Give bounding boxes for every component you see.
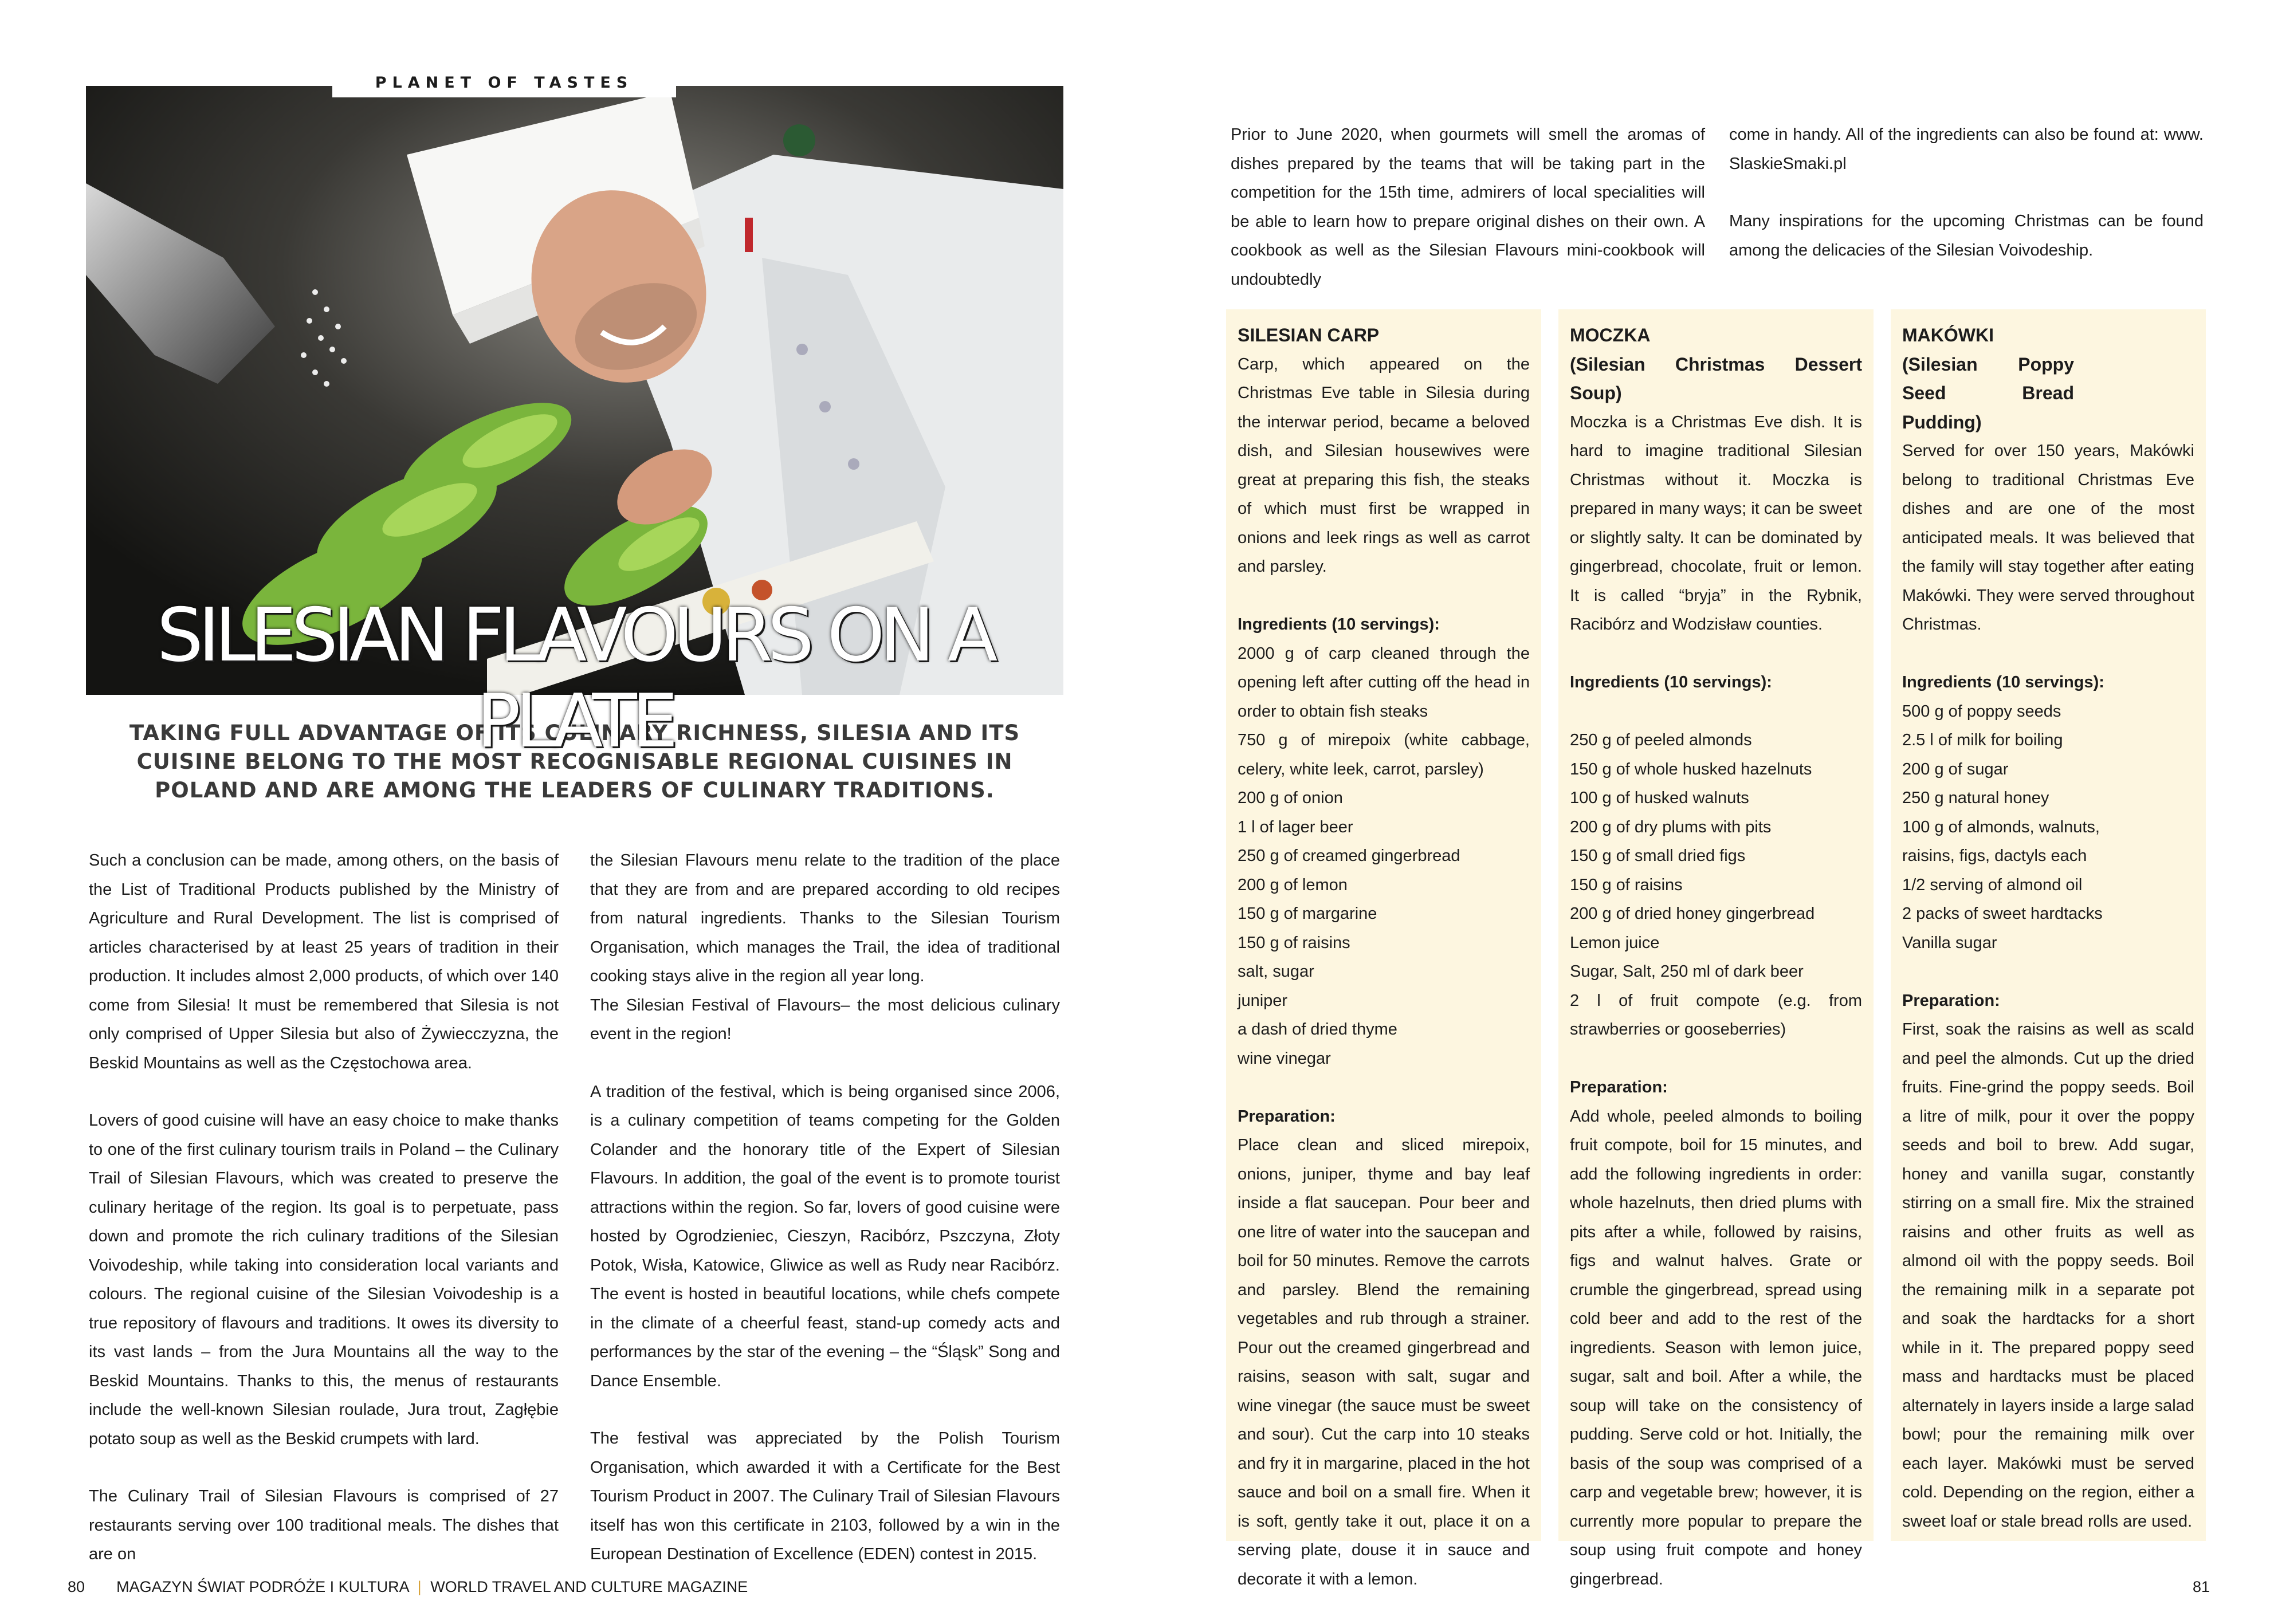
- ingredient-item: 1/2 serving of almond oil: [1902, 875, 2083, 894]
- ingredients-heading: Ingredients (10 servings):: [1902, 673, 2104, 691]
- paragraph: Many inspirations for the upcoming Christmas can be found among the delicacies of the Silesian Voivodeship.: [1729, 212, 2204, 259]
- recipe-intro: Served for over 150 years, Makówki belong to traditional Christmas Eve dishes and are one of the most anticipated meals. It was believed that the family will stay together after eating Makówki. They were served throughout Christmas.: [1902, 442, 2194, 634]
- ingredient-item: 200 g of onion: [1238, 789, 1343, 807]
- ingredient-item: 750 g of mirepoix (white cabbage, celery, white leek, carrot, parsley): [1238, 731, 1530, 778]
- paragraph: come in handy. All of the ingredients can also be found at: www. SlaskieSmaki.pl: [1729, 125, 2204, 173]
- ingredient-item: Lemon juice: [1570, 933, 1660, 952]
- preparation-text: Add whole, peeled almonds to boiling fruit compote, boil for 15 minutes, and add the following ingredients in order: whole hazelnuts, then dried plums with pits after a while, followed by raisins, figs and walnut halves. Grate or crumble the gingerbread, spread using cold beer and add to the rest of the ingredients. Season with lemon juice, sugar, salt and boil. After a while, the soup will take on the consistency of pudding. Serve cold or hot. Initially, the basis of the soup was comprised of a carp and vegetable brew; however, it is currently more popular to prepare the soup using fruit compote and honey gingerbread.: [1570, 1107, 1862, 1588]
- ingredient-item: wine vinegar: [1238, 1049, 1331, 1068]
- ingredient-item: 2000 g of carp cleaned through the opening left after cutting off the head in order to obtain fish steaks: [1238, 644, 1530, 721]
- ingredient-item: 100 g of almonds, walnuts,: [1902, 817, 2100, 836]
- magazine-name-pl: MAGAZYN ŚWIAT PODRÓŻE I KULTURA: [116, 1578, 409, 1595]
- recipe-box-moczka: [1558, 309, 1874, 1588]
- ingredient-item: 150 g of whole husked hazelnuts: [1570, 760, 1812, 778]
- ingredient-item: 100 g of husked walnuts: [1570, 789, 1749, 807]
- ingredient-item: 250 g of peeled almonds: [1570, 731, 1752, 749]
- preparation-heading: Preparation:: [1902, 991, 2000, 1010]
- preparation-heading: Preparation:: [1238, 1107, 1336, 1126]
- recipe-intro: Moczka is a Christmas Eve dish. It is hard to imagine traditional Silesian Christmas without it. Moczka is prepared in many ways; it can be sweet or slightly salty. It can be dominated by gingerbread, chocolate, fruit or lemon. It is called “bryja” in the Rybnik, Racibórz and Wodzisław counties.: [1570, 412, 1862, 634]
- ingredient-item: 200 g of sugar: [1902, 760, 2009, 778]
- recipe-title: MOCZKA: [1570, 325, 1651, 345]
- body-column-1: [89, 846, 559, 1569]
- ingredient-item: 150 g of margarine: [1238, 905, 1377, 923]
- paragraph: The festival was appreciated by the Polish Tourism Organisation, which awarded it with a Certificate for the Best Tourism Product in 2007. The Culinary Trail of Silesian Flavours itself has won this certificate in 2103, followed by a win in the European Destination of Excellence (EDEN) contest in 2015.: [590, 1429, 1060, 1563]
- page-number-left: 80: [68, 1578, 85, 1595]
- ingredient-item: 250 g natural honey: [1902, 789, 2049, 807]
- magazine-name-en: WORLD TRAVEL AND CULTURE MAGAZINE: [430, 1578, 748, 1595]
- recipe-title: SILESIAN CARP: [1238, 325, 1380, 345]
- ingredient-item: 150 g of raisins: [1238, 933, 1350, 952]
- recipe-subtitle: (Silesian Poppy Seed Bread Pudding): [1902, 353, 2074, 432]
- recipe-box-silesian-carp: [1226, 309, 1541, 1588]
- section-tag: PLANET OF TASTES: [332, 69, 676, 97]
- ingredient-item: 200 g of dried honey gingerbread: [1570, 905, 1815, 923]
- recipe-title: MAKÓWKI: [1902, 325, 1994, 345]
- ingredient-item: salt, sugar: [1238, 962, 1314, 981]
- intro-column-2: [1729, 120, 2204, 265]
- ingredients-heading: Ingredients (10 servings):: [1570, 673, 1772, 691]
- recipe-intro: Carp, which appeared on the Christmas Eve table in Silesia during the interwar period, became a beloved dish, and Silesian housewives were great at preparing this fish, the steaks of which must first be wrapped in onions and leek rings as well as carrot and parsley.: [1238, 355, 1530, 576]
- ingredient-item: a dash of dried thyme: [1238, 1020, 1397, 1039]
- recipe-box-makowki: [1891, 309, 2206, 1541]
- ingredient-item: 200 g of lemon: [1238, 875, 1348, 894]
- paragraph: the Silesian Flavours menu relate to the tradition of the place that they are from and are prepared according to old recipes from natural ingredients. Thanks to the Silesian Tourism Organisation, which manages the Trail, the idea of traditional cooking stays alive in the region all year long.: [590, 851, 1060, 985]
- recipe-subtitle: (Silesian Christmas Dessert Soup): [1570, 353, 1862, 403]
- ingredient-item: 1 l of lager beer: [1238, 817, 1353, 836]
- preparation-text: First, soak the raisins as well as scald and peel the almonds. Cut up the dried fruits. Fine-grind the poppy seeds. Boil a litre of milk, pour it over the poppy seeds and boil to brew. Add sugar, honey and vanilla sugar, constantly stirring on a small fire. Mix the strained raisins and other fruits as well as almond oil with the poppy seeds. Boil the remaining milk in a separate pot and soak the hardtacks for a short while in it. The prepared poppy seed mass and hardtacks must be placed alternately in layers inside a large salad bowl; pour the remaining milk over each layer. Makówki must be served cold. Depending on the region, either a sweet loaf or stale bread rolls are used.: [1902, 1020, 2194, 1531]
- ingredient-item: juniper: [1238, 991, 1288, 1010]
- preparation-heading: Preparation:: [1570, 1078, 1668, 1096]
- ingredients-heading: Ingredients (10 servings):: [1238, 615, 1440, 634]
- article-headline: SILESIAN FLAVOURS ON A PLATE: [156, 593, 993, 764]
- ingredient-item: 2.5 l of milk for boiling: [1902, 731, 2063, 749]
- ingredient-item: 150 g of raisins: [1570, 875, 1683, 894]
- footer-divider: |: [417, 1578, 422, 1595]
- ingredient-item: raisins, figs, dactyls each: [1902, 847, 2087, 865]
- paragraph: The Silesian Festival of Flavours– the most delicious culinary event in the region!: [590, 996, 1060, 1043]
- article-lead: TAKING FULL ADVANTAGE OF ITS CULINARY RICHNESS, SILESIA AND ITS CUISINE BELONG TO THE MOST RECOGNISABLE REGIONAL CUISINES IN POLAND AND ARE AMONG THE LEADERS OF CULINARY TRADITIONS.: [129, 721, 1020, 803]
- paragraph: The Culinary Trail of Silesian Flavours is comprised of 27 restaurants serving over 100 traditional meals. The dishes that are on: [89, 1487, 559, 1563]
- ingredient-item: 2 packs of sweet hardtacks: [1902, 905, 2103, 923]
- ingredient-item: 250 g of creamed gingerbread: [1238, 847, 1460, 865]
- ingredient-item: 150 g of small dried figs: [1570, 847, 1746, 865]
- ingredient-item: 2 l of fruit compote (e.g. from strawberries or gooseberries): [1570, 991, 1862, 1039]
- ingredient-item: 500 g of poppy seeds: [1902, 702, 2061, 721]
- ingredient-item: 200 g of dry plums with pits: [1570, 817, 1772, 836]
- ingredient-item: Vanilla sugar: [1902, 933, 1997, 952]
- intro-column-1: [1231, 120, 1705, 294]
- paragraph: Lovers of good cuisine will have an easy choice to make thanks to one of the first culinary tourism trails in Poland – the Culinary Trail of Silesian Flavours, which was created to preserve the culinary heritage of the region. Its goal is to perpetuate, pass down and promote the rich culinary traditions of the Silesian Voivodeship, while taking into consideration local variants and colours. The regional cuisine of the Silesian Voivodeship is a true repository of flavours and traditions. It owes its diversity to its vast lands – from the Jura Mountains all the way to the Beskid Mountains. Thanks to this, the menus of restaurants include the well-known Silesian roulade, Jura trout, Zagłębie potato soup as well as the Beskid crumpets with lard.: [89, 1111, 559, 1448]
- page-footer-left: [68, 1575, 748, 1598]
- ingredient-item: Sugar, Salt, 250 ml of dark beer: [1570, 962, 1804, 981]
- preparation-text: Place clean and sliced mirepoix, onions, juniper, thyme and bay leaf inside a flat saucepan. Pour beer and one litre of water into the saucepan and boil for 50 minutes. Remove the carrots and parsley. Blend the remaining vegetables and rub through a strainer. Pour out the creamed gingerbread and raisins, season with salt, sugar and wine vinegar (the sauce must be sweet and sour). Cut the carp into 10 steaks and fry it in margarine, placed in the hot sauce and boil on a small fire. When it is soft, gently take it out, place it on a serving plate, douse it in sauce and decorate it with a lemon.: [1238, 1136, 1530, 1588]
- paragraph: A tradition of the festival, which is being organised since 2006, is a culinary competition of teams competing for the Golden Colander and the honorary title of the Expert of Silesian Flavours. In addition, the goal of the event is to promote tourist attractions within the region. So far, lovers of good cuisine were hosted by Ogrodzieniec, Cieszyn, Racibórz, Pszczyna, Złoty Potok, Wisła, Katowice, Gliwice as well as Rudy near Racibórz. The event is hosted in beautiful locations, while chefs compete in the climate of a cheerful feast, stand-up comedy acts and performances by the star of the evening – the “Śląsk” Song and Dance Ensemble.: [590, 1082, 1060, 1390]
- paragraph: Prior to June 2020, when gourmets will smell the aromas of dishes prepared by the teams that will be taking part in the competition for the 15th time, admirers of local specialities will be able to learn how to prepare original dishes on their own. A cookbook as well as the Silesian Flavours mini-cookbook will undoubtedly: [1231, 125, 1705, 289]
- paragraph: Such a conclusion can be made, among others, on the basis of the List of Traditional Products published by the Ministry of Agriculture and Rural Development. The list is comprised of articles characterised by at least 25 years of tradition in their production. It includes almost 2,000 products, of which over 140 come from Silesia! It must be remembered that Silesia is not only comprised of Upper Silesia but also of Żywiecczyzna, the Beskid Mountains as well as the Częstochowa area.: [89, 851, 559, 1072]
- body-column-2: [590, 846, 1060, 1569]
- page-number-right: 81: [2192, 1578, 2210, 1595]
